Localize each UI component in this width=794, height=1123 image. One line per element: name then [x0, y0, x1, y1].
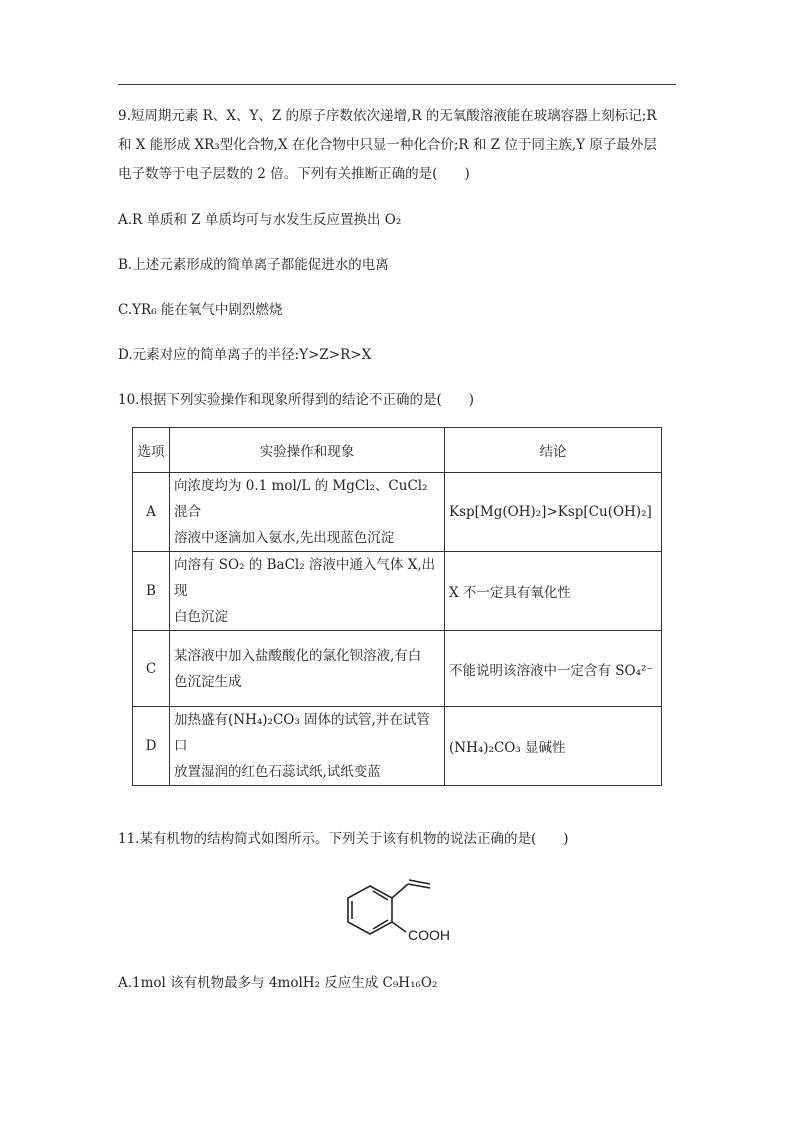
- table-header-row: [133, 428, 662, 473]
- q11-option-a: A.1mol 该有机物最多与 4molH₂ 反应生成 C₉H₁₆O₂: [118, 975, 438, 991]
- table-row: [133, 552, 662, 631]
- row-operation-line-1: 向浓度均为 0.1 mol/L 的 MgCl₂、CuCl₂ 混合: [174, 478, 428, 520]
- question-9: [118, 102, 678, 189]
- q11-stem: 11.某有机物的结构简式如图所示。下列关于该有机物的说法正确的是( ): [118, 831, 569, 847]
- row-operation-line-2: 色沉淀生成: [174, 673, 242, 690]
- row-operation: [170, 631, 445, 707]
- row-conclusion: 不能说明该溶液中一定含有 SO₄²⁻: [445, 631, 662, 707]
- q9-stem-line-1: 9.短周期元素 R、X、Y、Z 的原子序数依次递增,R 的无氧酸溶液能在玻璃容器上刻标记;R: [118, 108, 657, 124]
- table-row: [133, 473, 662, 552]
- carboxyl-label: COOH: [408, 927, 450, 943]
- row-operation: [170, 552, 445, 631]
- row-option: A: [133, 473, 170, 552]
- header-option: 选项: [133, 428, 170, 473]
- vinyl-group: [392, 880, 430, 898]
- carboxyl-bond: [392, 922, 406, 932]
- header-rule: [118, 84, 676, 85]
- header-conclusion: 结论: [445, 428, 662, 473]
- row-option: B: [133, 552, 170, 631]
- row-option: D: [133, 707, 170, 786]
- row-operation-line-2: 放置湿润的红色石蕊试纸,试纸变蓝: [174, 764, 381, 780]
- structural-formula-figure: [340, 870, 470, 950]
- q9-option-b: B.上述元素形成的简单离子都能促进水的电离: [118, 257, 389, 273]
- benzene-ring: [348, 886, 392, 934]
- table-row: [133, 631, 662, 707]
- q10-stem: 10.根据下列实验操作和现象所得到的结论不正确的是( ): [118, 392, 475, 408]
- row-operation-line-1: 某溶液中加入盐酸酸化的氯化钡溶液,有白: [174, 647, 422, 664]
- q9-option-c: C.YR₆ 能在氧气中剧烈燃烧: [118, 302, 283, 318]
- row-operation-line-1: 加热盛有(NH₄)₂CO₃ 固体的试管,并在试管口: [174, 712, 430, 754]
- row-conclusion: (NH₄)₂CO₃ 显碱性: [445, 707, 662, 786]
- row-operation-line-1: 向溶有 SO₂ 的 BaCl₂ 溶液中通入气体 X,出现: [174, 557, 436, 599]
- row-operation: [170, 707, 445, 786]
- q9-stem-line-3: 电子数等于电子层数的 2 倍。下列有关推断正确的是( ): [118, 166, 470, 182]
- row-conclusion: Ksp[Mg(OH)₂]>Ksp[Cu(OH)₂]: [445, 473, 662, 552]
- row-operation-line-2: 溶液中逐滴加入氨水,先出现蓝色沉淀: [174, 530, 395, 546]
- q9-stem-line-2: 和 X 能形成 XR₃型化合物,X 在化合物中只显一种化合价;R 和 Z 位于同主族,Y 原子最外层: [118, 137, 657, 153]
- row-operation-line-2: 白色沉淀: [174, 609, 228, 625]
- experiment-table: [132, 427, 662, 786]
- q9-option-a: A.R 单质和 Z 单质均可与水发生反应置换出 O₂: [118, 212, 402, 228]
- header-operation: 实验操作和现象: [170, 428, 445, 473]
- q9-option-d: D.元素对应的简单离子的半径:Y>Z>R>X: [118, 347, 372, 363]
- row-conclusion: X 不一定具有氧化性: [445, 552, 662, 631]
- table-row: [133, 707, 662, 786]
- row-operation: [170, 473, 445, 552]
- row-option: C: [133, 631, 170, 707]
